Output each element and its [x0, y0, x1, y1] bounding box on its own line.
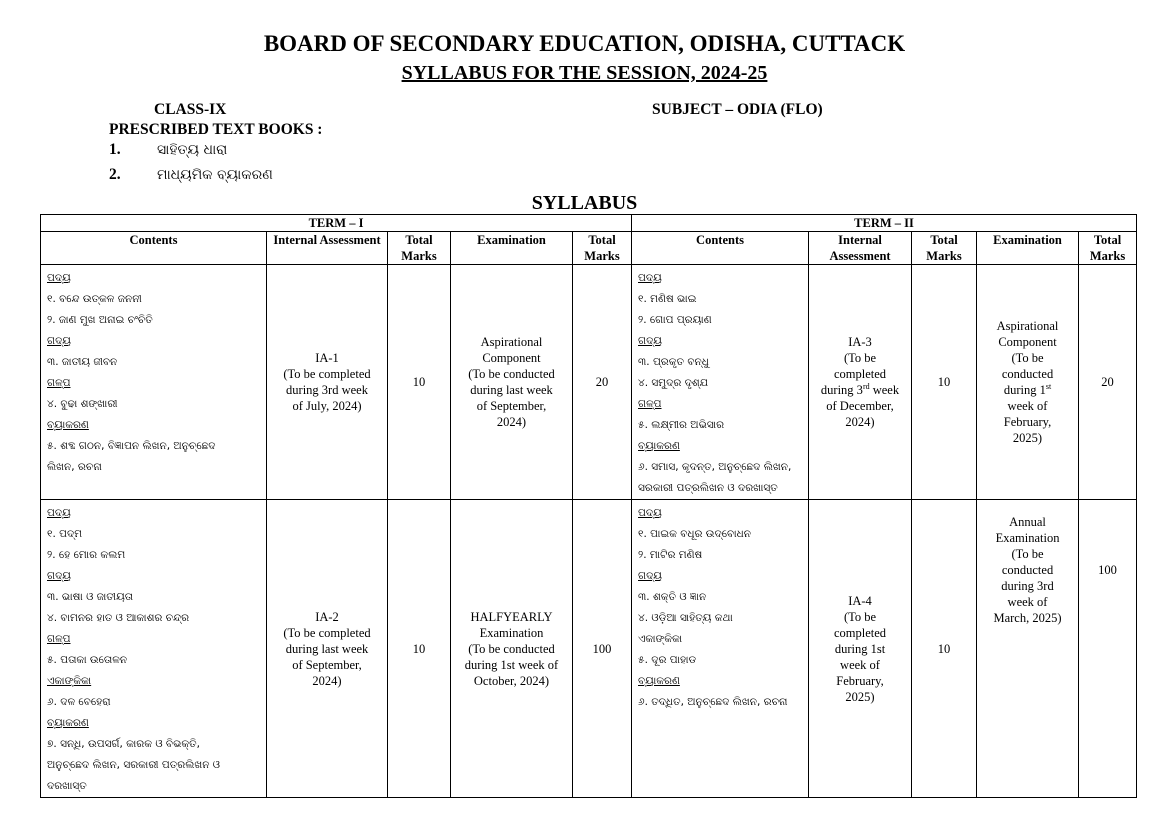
- content-item: ଅନୁଚ୍ଛେଦ ଲିଖନ, ସରକାରୀ ପତ୍ରଲିଖନ ଓ: [47, 759, 221, 771]
- content-item: ସରକାରୀ ପତ୍ରଲିଖନ ଓ ଦରଖାସ୍ତ: [638, 482, 778, 494]
- ia-label: IA-3: [848, 335, 872, 349]
- content-item: ୭. ସନ୍ଧି, ଉପସର୍ଗ, କାରକ ଓ ବିଭକ୍ତି,: [47, 738, 200, 750]
- cell-text-line: (To be completed: [283, 625, 371, 640]
- term-1-header: TERM – I: [41, 215, 632, 232]
- section-heading: ଗଳ୍ପ: [47, 633, 71, 645]
- cell-text-line: Examination: [995, 531, 1060, 545]
- cell-text-line: (To be completed: [283, 367, 371, 381]
- book-item: [109, 141, 227, 159]
- book-number: 1.: [109, 141, 121, 158]
- total-marks-cell: 10: [388, 265, 451, 500]
- contents-cell: [632, 500, 809, 798]
- col-contents: Contents: [632, 232, 809, 265]
- cell-text-line: Aspirational: [480, 335, 543, 349]
- section-heading: ବ୍ୟାକରଣ: [47, 717, 89, 729]
- total-marks-cell: 10: [912, 500, 977, 798]
- col-examination: Examination: [451, 232, 573, 265]
- content-item: ୫. ଦୂର ପାହାଡ: [638, 654, 697, 666]
- class-label: CLASS-IX: [154, 101, 227, 118]
- cell-text-line: IA-2: [315, 609, 339, 624]
- content-item: ଏକାଙ୍କିକା: [638, 633, 683, 645]
- total-marks-cell: 10: [912, 265, 977, 500]
- book-number: 2.: [109, 166, 121, 183]
- content-item: ୫. ଲକ୍ଷ୍ମୀର ଅଭିସାର: [638, 419, 725, 431]
- internal-assessment-cell: [809, 500, 912, 798]
- cell-text-line: during 3rd week: [286, 383, 368, 397]
- contents-cell: [41, 265, 267, 500]
- content-item: ୩. ଜାତୀୟ ଜୀବନ: [47, 356, 118, 368]
- ia-text: of December,: [826, 399, 894, 413]
- col-total-marks: Total Marks: [388, 232, 451, 265]
- cell-text-line: during 1st week of: [464, 657, 559, 672]
- cell-text-line: week of: [840, 657, 880, 672]
- examination-cell: [977, 500, 1079, 798]
- section-heading: ଗଦ୍ୟ: [47, 335, 71, 347]
- ia-text: 2024): [845, 415, 875, 429]
- session-title-text: SYLLABUS FOR THE SESSION, 2024-25: [401, 62, 768, 84]
- examination-cell: [451, 265, 573, 500]
- cell-text-line: of September,: [292, 657, 362, 672]
- cell-text-line: Component: [482, 351, 541, 365]
- cell-text-line: week of: [1007, 595, 1048, 609]
- content-item: ୫. ପତାକା ଉତୋଳନ: [47, 654, 128, 666]
- cell-text-line: Annual: [1009, 515, 1046, 529]
- content-item: ୬. ଦଳ ବେହେରା: [47, 696, 111, 708]
- content-item: ୨. ଜାଣ ମୁଖ ଅନାଇ ଚଂଚିତି: [47, 314, 153, 326]
- book-item: [109, 166, 273, 184]
- section-heading: ବ୍ୟାକରଣ: [638, 440, 680, 452]
- cell-text-line: HALFYEARLY: [470, 609, 553, 624]
- section-heading: ଗଳ୍ପ: [47, 377, 71, 389]
- content-item: ୨. ମାଟିର ମଣିଷ: [638, 549, 703, 561]
- total-marks-cell: 20: [1079, 265, 1137, 500]
- contents-cell: [632, 265, 809, 500]
- total-marks-cell: 20: [573, 265, 632, 500]
- internal-assessment-cell: [267, 265, 388, 500]
- cell-text-line: February,: [836, 673, 884, 688]
- content-item: ୩. ଭାଷା ଓ ଜାତୀୟତା: [47, 591, 134, 603]
- content-item: ୫. ଶବ୍ଦ ଗଠନ, ବିଜ୍ଞାପନ ଲିଖନ, ଅନୁଚ୍ଛେଦ: [47, 440, 216, 452]
- content-item: ୪. ସମୁଦ୍ର ଦୃଶ୍ଯ: [638, 377, 709, 389]
- content-item: ୧. ପାଇକ ବଧୂର ଉଦ୍‌ବୋଧନ: [638, 528, 751, 540]
- exam-text: week of: [1007, 399, 1048, 413]
- cell-text-line: IA-4: [848, 593, 872, 608]
- cell-text-line: 2024): [312, 673, 342, 688]
- cell-text-line: October, 2024): [473, 673, 550, 688]
- content-item: ୬. ତଦ୍ଧିତ, ଅନୁଚ୍ଛେଦ ଲିଖନ, ରଚନା: [638, 696, 788, 708]
- section-heading: ଗଳ୍ପ: [638, 398, 662, 410]
- cell-text-line: 2024): [496, 415, 527, 429]
- book-title: ମାଧ୍ୟମିକ ବ୍ୟାକରଣ: [157, 167, 273, 183]
- col-examination: Examination: [977, 232, 1079, 265]
- cell-text-line: of September,: [476, 399, 547, 413]
- section-heading: ଗଦ୍ୟ: [47, 570, 71, 582]
- cell-text-line: of July, 2024): [292, 399, 362, 413]
- cell-text-line: during last week: [285, 641, 369, 656]
- exam-text: [977, 382, 1078, 398]
- total-marks-cell: 10: [388, 500, 451, 798]
- cell-text-line: 2025): [845, 689, 875, 704]
- section-heading: ପଦ୍ୟ: [638, 272, 662, 284]
- cell-text-line: (To be conducted: [468, 641, 555, 656]
- col-contents: Contents: [41, 232, 267, 265]
- content-item: ୧. ବନ୍ଦେ ଉତ୍କଳ ଜନନୀ: [47, 293, 142, 305]
- ia-text: [809, 366, 911, 382]
- content-item: ୪. ଓଡ଼ିଆ ସାହିତ୍ୟ କଥା: [638, 612, 733, 624]
- cell-text-line: conducted: [1001, 563, 1054, 577]
- term-2-header: TERM – II: [632, 215, 1137, 232]
- content-item: ଦରଖାସ୍ତ: [47, 780, 87, 792]
- exam-text: 2025): [1012, 431, 1043, 445]
- examination-cell: [977, 265, 1079, 500]
- section-heading: ପଦ୍ୟ: [47, 507, 71, 519]
- col-total-marks: Total Marks: [1079, 232, 1137, 265]
- section-heading: ପଦ୍ୟ: [638, 507, 662, 519]
- ia-text: during 3: [820, 383, 863, 397]
- exam-text: during 1: [1003, 383, 1046, 397]
- exam-text: conducted: [1001, 367, 1054, 381]
- syllabus-heading: SYLLABUS: [531, 192, 638, 214]
- subject-label: SUBJECT – ODIA (FLO): [652, 101, 823, 118]
- content-item: ଲିଖନ, ରଚନା: [47, 461, 102, 473]
- cell-text-line: Examination: [479, 625, 544, 640]
- content-item: ୩. ପ୍ରକୃତ ବନ୍ଧୁ: [638, 356, 709, 368]
- internal-assessment-cell: [809, 265, 912, 500]
- section-heading: ବ୍ୟାକରଣ: [47, 419, 89, 431]
- exam-text: (To be: [1011, 351, 1044, 365]
- content-item: ୨. ହେ ମୋର କଲମ: [47, 549, 126, 561]
- col-total-marks: Total Marks: [573, 232, 632, 265]
- section-heading: ପଦ୍ୟ: [47, 272, 71, 284]
- prescribed-books-label: PRESCRIBED TEXT BOOKS :: [109, 121, 323, 138]
- cell-text-line: during last week: [470, 383, 553, 397]
- cell-text-line: completed: [833, 625, 887, 640]
- col-internal-assessment: Internal Assessment: [267, 232, 388, 265]
- internal-assessment-cell: [267, 500, 388, 798]
- cell-text-line: IA-1: [315, 351, 339, 365]
- exam-text: February,: [1003, 415, 1052, 429]
- ia-text: completed: [833, 367, 887, 381]
- total-marks-cell: 100: [573, 500, 632, 798]
- content-item: ୪. ବାମନର ହାତ ଓ ଆକାଶର ଚନ୍ଦ୍ର: [47, 612, 190, 624]
- section-heading: ଗଦ୍ୟ: [638, 335, 662, 347]
- content-item: ୩. ଶକ୍ତି ଓ ଜ୍ଞାନ: [638, 591, 707, 603]
- ordinal-suffix: st: [1045, 381, 1052, 391]
- cell-text-line: during 3rd: [1001, 579, 1054, 593]
- section-heading: ଏକାଙ୍କିକା: [47, 675, 92, 687]
- ia-text: (To be: [843, 351, 877, 365]
- book-title: ସାହିତ୍ୟ ଧାରା: [157, 142, 228, 158]
- content-item: ୬. ସମାସ, କୃଦନ୍ତ, ଅନୁଚ୍ଛେଦ ଲିଖନ,: [638, 461, 792, 473]
- exam-text: Aspirational: [996, 319, 1059, 333]
- cell-text-line: (To be: [1011, 547, 1044, 561]
- syllabus-table: [40, 214, 1137, 798]
- cell-text-line: (To be: [843, 609, 877, 624]
- contents-cell: [41, 500, 267, 798]
- content-item: ୧. ପଦ୍ମ: [47, 528, 83, 540]
- examination-cell: [451, 500, 573, 798]
- content-item: ୪. ବୁଢା ଶଙ୍ଖାରୀ: [47, 398, 118, 410]
- cell-text-line: (To be conducted: [468, 367, 555, 381]
- ia-text: week: [869, 383, 900, 397]
- ordinal-suffix: rd: [862, 381, 870, 391]
- section-heading: ଗଦ୍ୟ: [638, 570, 662, 582]
- session-title: [0, 62, 1169, 85]
- col-internal-assessment: Internal Assessment: [809, 232, 912, 265]
- col-total-marks: Total Marks: [912, 232, 977, 265]
- board-title: BOARD OF SECONDARY EDUCATION, ODISHA, CUTTACK: [263, 31, 906, 56]
- content-item: ୨. ଗୋପ ପ୍ରୟାଣ: [638, 314, 712, 326]
- cell-text-line: March, 2025): [993, 611, 1062, 625]
- exam-text: Component: [998, 335, 1057, 349]
- cell-text-line: during 1st: [834, 641, 886, 656]
- total-marks-cell: 100: [1079, 500, 1137, 798]
- ia-text: [809, 382, 911, 398]
- content-item: ୧. ମଣିଷ ଭାଇ: [638, 293, 697, 305]
- section-heading: ବ୍ୟାକରଣ: [638, 675, 680, 687]
